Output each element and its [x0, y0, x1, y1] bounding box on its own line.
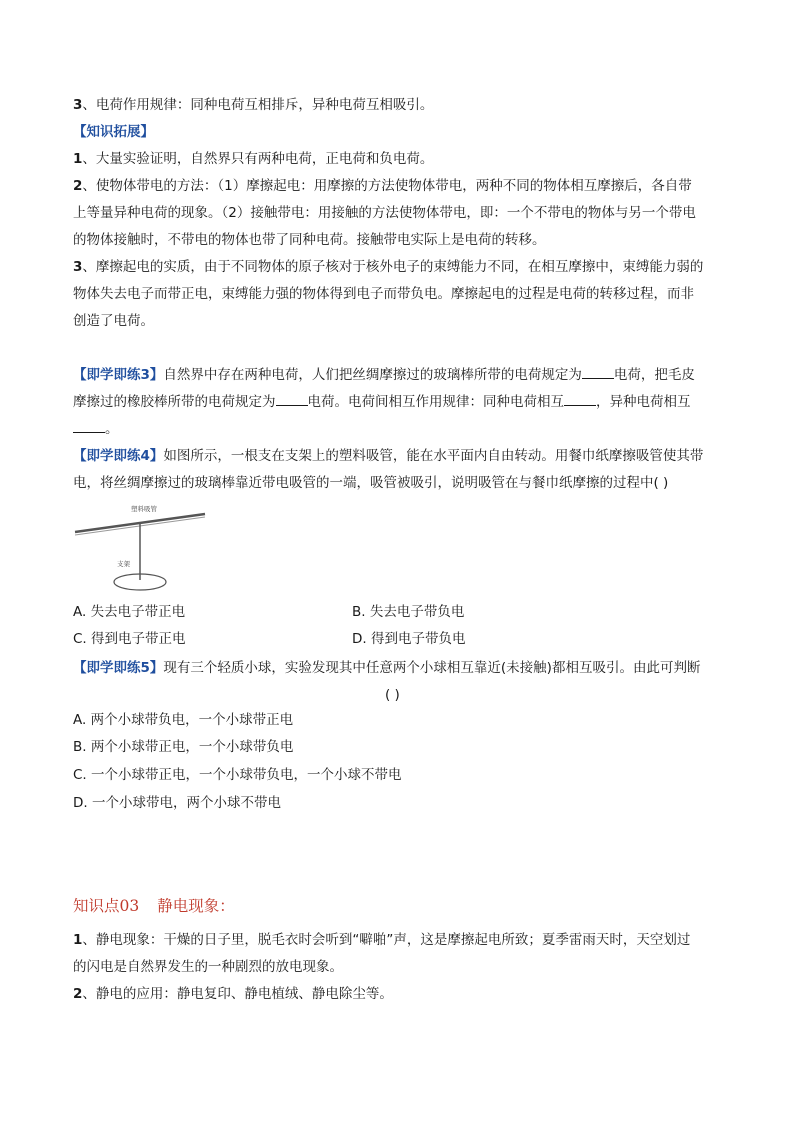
exercise-4-option-d[interactable]: D. 得到电子带负电	[352, 631, 466, 647]
answer-blank[interactable]	[73, 420, 105, 433]
straw-label: 塑料吸管	[131, 505, 157, 513]
exercise-3-line-2: 摩擦过的橡胶棒所带的电荷规定为 电荷。电荷间相互作用规律：同种电荷相互 ，异种电荷相互	[73, 394, 691, 410]
answer-blank[interactable]	[276, 393, 308, 406]
stand-label: 支架	[117, 560, 130, 568]
knowledge-point-label: 知识点03	[73, 897, 140, 915]
exercise-5-line-1: 【即学即练5】现有三个轻质小球，实验发现其中任意两个小球相互靠近(未接触)都相互吸引。由此可判断	[73, 660, 701, 676]
extension-point-3-line-2: 物体失去电子而带正电，束缚能力强的物体得到电子而带负电。摩擦起电的过程是电荷的转移过程，而非	[73, 286, 694, 302]
exercise-3-tag: 【即学即练3】	[73, 367, 164, 383]
exercise-5-option-a[interactable]: A. 两个小球带负电，一个小球带正电	[73, 712, 294, 728]
straw-stand-figure	[73, 500, 213, 600]
exercise-3-line-1: 【即学即练3】自然界中存在两种电荷，人们把丝绸摩擦过的玻璃棒所带的电荷规定为 电荷，把毛皮	[73, 367, 695, 383]
exercise-5-tag: 【即学即练5】	[73, 660, 164, 676]
extension-title: 【知识拓展】	[73, 124, 154, 140]
extension-point-3-line-1: 3、摩擦起电的实质，由于不同物体的原子核对于核外电子的束缚能力不同，在相互摩擦中，束缚能力弱的	[73, 259, 704, 275]
exercise-4-tag: 【即学即练4】	[73, 448, 164, 464]
extension-point-2-line-1: 2、使物体带电的方法：（1）摩擦起电：用摩擦的方法使物体带电，两种不同的物体相互摩擦后，各自带	[73, 178, 692, 194]
knowledge-item-1-line-1: 1、静电现象：干燥的日子里，脱毛衣时会听到“噼啪”声，这是摩擦起电所致；夏季雷雨天时，天空划过	[73, 932, 691, 948]
extension-point-2-line-3: 的物体接触时，不带电的物体也带了同种电荷。接触带电实际上是电荷的转移。	[73, 232, 546, 248]
exercise-5-option-b[interactable]: B. 两个小球带正电，一个小球带负电	[73, 739, 294, 755]
exercise-5-option-d[interactable]: D. 一个小球带电，两个小球不带电	[73, 795, 281, 811]
exercise-4-option-b[interactable]: B. 失去电子带负电	[352, 604, 465, 620]
answer-blank[interactable]	[564, 393, 596, 406]
exercise-3-line-3: 。	[73, 420, 119, 438]
exercise-4-option-a[interactable]: A. 失去电子带正电	[73, 604, 186, 620]
extension-point-1: 1、大量实验证明，自然界只有两种电荷，正电荷和负电荷。	[73, 151, 434, 167]
knowledge-item-1-line-2: 的闪电是自然界发生的一种剧烈的放电现象。	[73, 959, 343, 975]
exercise-5-answer-paren: ( )	[385, 687, 400, 703]
charge-rule-line: 3、电荷作用规律：同种电荷互相排斥，异种电荷互相吸引。	[73, 97, 434, 113]
exercise-4-line-1: 【即学即练4】如图所示，一根支在支架上的塑料吸管，能在水平面内自由转动。用餐巾纸摩擦吸管使其带	[73, 448, 704, 464]
knowledge-item-2: 2、静电的应用：静电复印、静电植绒、静电除尘等。	[73, 986, 393, 1002]
answer-blank[interactable]	[582, 366, 614, 379]
knowledge-point-title: 静电现象：	[157, 897, 235, 915]
exercise-4-option-c[interactable]: C. 得到电子带正电	[73, 631, 186, 647]
exercise-5-option-c[interactable]: C. 一个小球带正电，一个小球带负电，一个小球不带电	[73, 767, 402, 783]
knowledge-point-heading	[73, 896, 235, 916]
exercise-4-line-2: 电，将丝绸摩擦过的玻璃棒靠近带电吸管的一端，吸管被吸引，说明吸管在与餐巾纸摩擦的过程中( )	[73, 475, 669, 491]
extension-point-3-line-3: 创造了电荷。	[73, 313, 154, 329]
extension-point-2-line-2: 上等量异种电荷的现象。（2）接触带电：用接触的方法使物体带电，即：一个不带电的物体与另一个带电	[73, 205, 696, 221]
